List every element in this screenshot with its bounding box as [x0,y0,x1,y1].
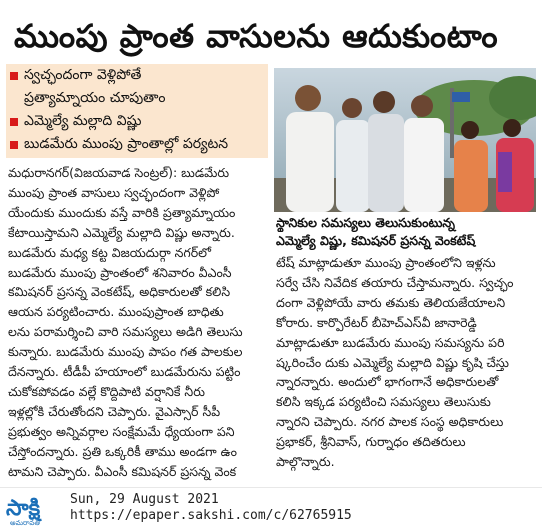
body-line: చుకోకపోవడం వల్లే కొద్దిపాటి వర్షానికే నీరు [8,383,205,399]
article-body-column-left [8,163,268,482]
bullet-icon [10,141,18,149]
footer-meta [70,492,352,524]
publication-date: Sun, 29 August 2021 [70,492,219,507]
logo-edition: అమరావతి [10,519,40,527]
body-line: బుడమేరు మధ్య కట్ట విజయదుర్గా నగర్‌లో [8,244,211,260]
body-line: పాల్గొన్నారు. [276,454,335,470]
body-line: చేస్తోందన్నారు. ప్రతి ఒక్కరికీ తాము అండగా ఉం [8,443,237,459]
bullet-icon [10,72,18,80]
body-line: ఇళ్లల్లోకి చేరుతోందని చెప్పారు. వైఎస్సార్ సీపీ [8,403,221,419]
logo-wordmark: సాక్షి [6,496,41,521]
body-line: కలిసి ఇక్కడ పర్యటించి సమస్యలు తెలుసుకు [276,394,491,410]
body-line: ముంపు ప్రాంత వాసులు స్వచ్ఛందంగా వెళ్లిపో [8,184,220,200]
article-headline: ముంపు ప్రాంత వాసులను ఆదుకుంటాం [14,17,499,55]
body-line: కున్నారు. బుడమేరు ముంపు పాపం గత పాలకుల [8,344,243,360]
body-line: న్నారన్నారు. అందులో భాగంగానే అధికారులతో [276,374,499,390]
body-line: కోరారు. కార్పొరేటర్ బీహెచ్‌ఎస్‌వీ జానారెడ్డి [276,314,477,330]
highlight-item: బుడమేరు ముంపు ప్రాంతాల్లో పర్యటన [6,133,268,156]
highlight-item-continued: ప్రత్యామ్నాయం చూపుతాం [24,90,166,106]
body-line: మధురానగర్(విజయవాడ సెంట్రల్): బుడమేరు [8,165,230,180]
body-line: టేష్ మాట్లాడుతూ ముంపు ప్రాంతంలోని ఇళ్లను [276,255,496,270]
body-line: ష్కరించేం దుకు ఎమ్మెల్యే మల్లాది విష్ణు కృషి చేస్తు [276,354,509,370]
body-line: న్నారని చెప్పారు. నగర పాలక సంస్థ అధికారులు [276,414,504,430]
body-line: యేందుకు ముందుకు వస్తే వారికి ప్రత్యామ్నాయం [8,204,236,220]
body-line: మాట్లాడుతూ బుడమేరు ముంపు సమస్యను పరి [276,334,505,350]
article-body-column-right [276,253,534,472]
highlights-box [6,64,268,158]
body-line: టామని చెప్పారు. వీఎంసీ కమిషనర్ ప్రసన్న వెంక [8,463,237,479]
body-line: దంగా వెళ్లిపోయే వారు తమకు తెలియజేయాలని [276,294,506,310]
body-line: సర్వే చేసి నివేదిక తయారు చేస్తామన్నారు. స్వచ్ఛం [276,274,514,290]
highlight-item: స్వచ్ఛందంగా వెళ్లిపోతే [6,64,268,87]
epaper-footer [0,487,542,528]
body-line: బుడమేరు ముంపు ప్రాంతంలో శనివారం వీఎంసీ [8,264,232,280]
body-line: కమిషనర్ ప్రసన్న వెంకటేష్, అధికారులతో కలిసి [8,284,231,300]
body-line: దేనన్నారు. టీడీపీ హయాంలో బుడమేరును పట్టిం [8,364,241,380]
body-line: ప్రభాకర్, శ్రీనివాస్, గుర్నాధం తదితరులు [276,434,466,450]
body-line: ప్రభుత్వం అన్నివర్గాల సంక్షేమమే ధ్యేయంగా పని [8,423,235,439]
news-photo-illustration [274,68,536,212]
sakshi-logo [4,491,62,527]
news-photo [274,68,536,212]
body-line: లను పరామర్శించి వారి సమస్యలు అడిగి తెలుసు [8,324,243,340]
body-line: ఆయన పర్యటించారు. ముంపుప్రాంత బాధితు [8,304,224,320]
body-line: కేటాయిస్తామని ఎమ్మెల్యే మల్లాది విష్ణు అన్నారు. [8,224,235,240]
source-url[interactable]: https://epaper.sakshi.com/c/62765915 [70,508,352,523]
photo-caption: స్థానికుల సమస్యలు తెలుసుకుంటున్న ఎమ్మెల్యే విష్ణు, కమిషనర్ ప్రసన్న వెంకటేష్ [276,215,476,248]
highlight-item: ఎమ్మెల్యే మల్లాది విష్ణు [6,110,268,133]
bullet-icon [10,118,18,126]
